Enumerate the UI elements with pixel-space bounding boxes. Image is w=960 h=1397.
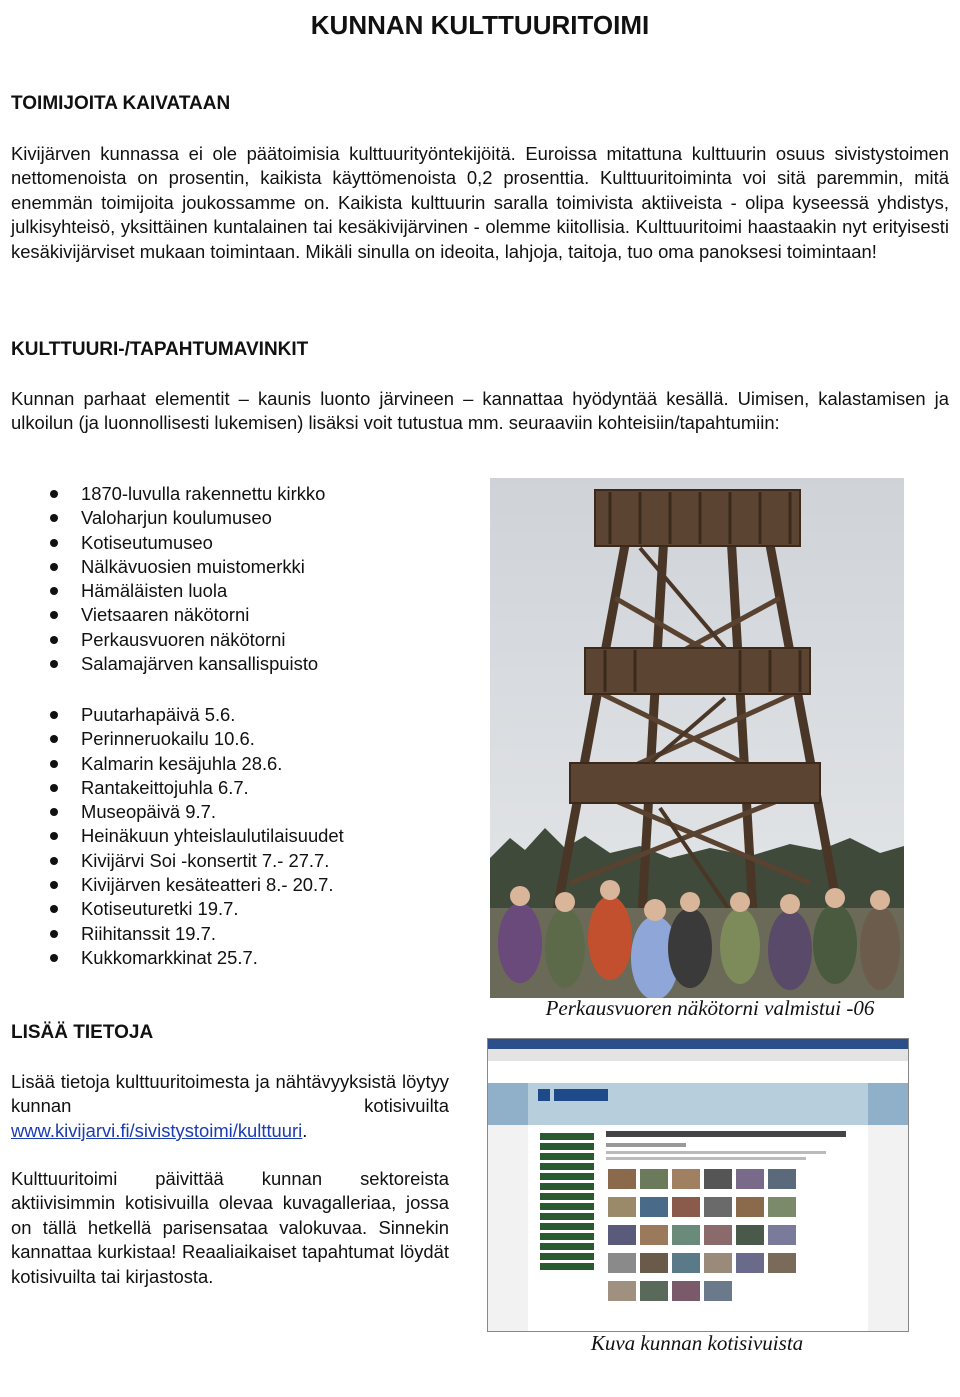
- kulttuuri-link[interactable]: www.kivijarvi.fi/sivistystoimi/kulttuuri: [11, 1119, 303, 1141]
- section-body-toimijoita: Kivijärven kunnassa ei ole päätoimisia kulttuurityöntekijöitä. Euroissa mitattuna kulttuurin osuus sivistystoimen nettomenoista on prosentin, kaikista käyttömenoista 0,2 prosenttia. Kulttuuritoiminta voi sitä paremmin, mitä enemmän toimijoita joukossamme on. Kaikista kulttuurin saralla toimivista aktiiveista - olipa kyseessä yhdistys, julkisyhteisö, yksittäinen kuntalainen tai kesäkivijärvinen - olemme kiitollisia. Kulttuuritoimi haastaakin nyt erityisesti kesäkivijärviset mukaan toimintaan. Mikäli sinulla on ideoita, lahjoja, taitoja, tuo oma panoksesi toimintaan!: [11, 143, 949, 262]
- bullet-icon: [50, 735, 58, 743]
- list-item: Salamajärven kansallispuisto: [11, 652, 481, 676]
- section-body-lisaa: Lisää tietoja kulttuuritoimesta ja nähtävyyksistä löytyy kunnan kotisivuilta www.kivijarvi.fi/sivistystoimi/kulttuuri.: [11, 1071, 449, 1141]
- bullet-icon: [50, 954, 58, 962]
- list-item: Museopäivä 9.7.: [11, 800, 481, 824]
- section-heading-vinkit: KULTTUURI-/TAPAHTUMAVINKIT: [11, 339, 309, 360]
- bullet-icon: [50, 808, 58, 816]
- list-item: 1870-luvulla rakennettu kirkko: [11, 482, 481, 506]
- bullet-icon: [50, 857, 58, 865]
- events-list: [11, 703, 481, 970]
- bullet-icon: [50, 760, 58, 768]
- bullet-icon: [50, 905, 58, 913]
- bullet-icon: [50, 490, 58, 498]
- list-item: Heinäkuun yhteislaulutilaisuudet: [11, 824, 481, 848]
- list-item: Hämäläisten luola: [11, 579, 481, 603]
- list-item: Kotiseutumuseo: [11, 531, 481, 555]
- list-item: Perinneruokailu 10.6.: [11, 727, 481, 751]
- bullet-icon: [50, 881, 58, 889]
- bullet-icon: [50, 587, 58, 595]
- bullet-icon: [50, 539, 58, 547]
- page-title: KUNNAN KULTTUURITOIMI: [310, 10, 650, 40]
- places-list: [11, 482, 481, 676]
- tower-caption: Perkausvuoren näkötorni valmistui -06: [545, 996, 875, 1020]
- bullet-icon: [50, 563, 58, 571]
- section-body-vinkit: Kunnan parhaat elementit – kaunis luonto järvineen – kannattaa hyödyntää kesällä. Uimisen, kalastamisen ja ulkoilun (ja luonnollisesti lukemisen) lisäksi voit tutustua mm. seuraaviin kohteisiin/tapahtumiin:: [11, 388, 949, 434]
- bullet-icon: [50, 930, 58, 938]
- list-item: Kotiseuturetki 19.7.: [11, 897, 481, 921]
- list-item: Riihitanssit 19.7.: [11, 922, 481, 946]
- bullet-icon: [50, 514, 58, 522]
- list-item: Perkausvuoren näkötorni: [11, 628, 481, 652]
- list-item: Kalmarin kesäjuhla 28.6.: [11, 752, 481, 776]
- bullet-icon: [50, 611, 58, 619]
- bullet-icon: [50, 660, 58, 668]
- list-item: Puutarhapäivä 5.6.: [11, 703, 481, 727]
- list-item: Kivijärven kesäteatteri 8.- 20.7.: [11, 873, 481, 897]
- list-item: Vietsaaren näkötorni: [11, 603, 481, 627]
- list-item: Kukkomarkkinat 25.7.: [11, 946, 481, 970]
- list-item: Rantakeittojuhla 6.7.: [11, 776, 481, 800]
- bullet-icon: [50, 636, 58, 644]
- website-caption: Kuva kunnan kotisivuista: [590, 1331, 804, 1355]
- list-item: Valoharjun koulumuseo: [11, 506, 481, 530]
- bullet-icon: [50, 832, 58, 840]
- tower-photo: [490, 478, 904, 998]
- list-item: Nälkävuosien muistomerkki: [11, 555, 481, 579]
- list-item: Kivijärvi Soi -konsertit 7.- 27.7.: [11, 849, 481, 873]
- bullet-icon: [50, 711, 58, 719]
- bullet-icon: [50, 784, 58, 792]
- section-heading-lisaa: LISÄÄ TIETOJA: [11, 1022, 154, 1043]
- section-body-galleria: Kulttuuritoimi päivittää kunnan sektoreista aktiivisimmin kotisivuilla olevaa kuvagalleriaa, jossa on tällä hetkellä parisensataa valokuvaa. Sinnekin kannattaa kurkistaa! Reaaliaikaiset tapahtumat löydät kotisivuilta tai kirjastosta.: [11, 1168, 449, 1287]
- website-screenshot: [487, 1038, 909, 1332]
- section-heading-toimijoita: TOIMIJOITA KAIVATAAN: [11, 93, 231, 114]
